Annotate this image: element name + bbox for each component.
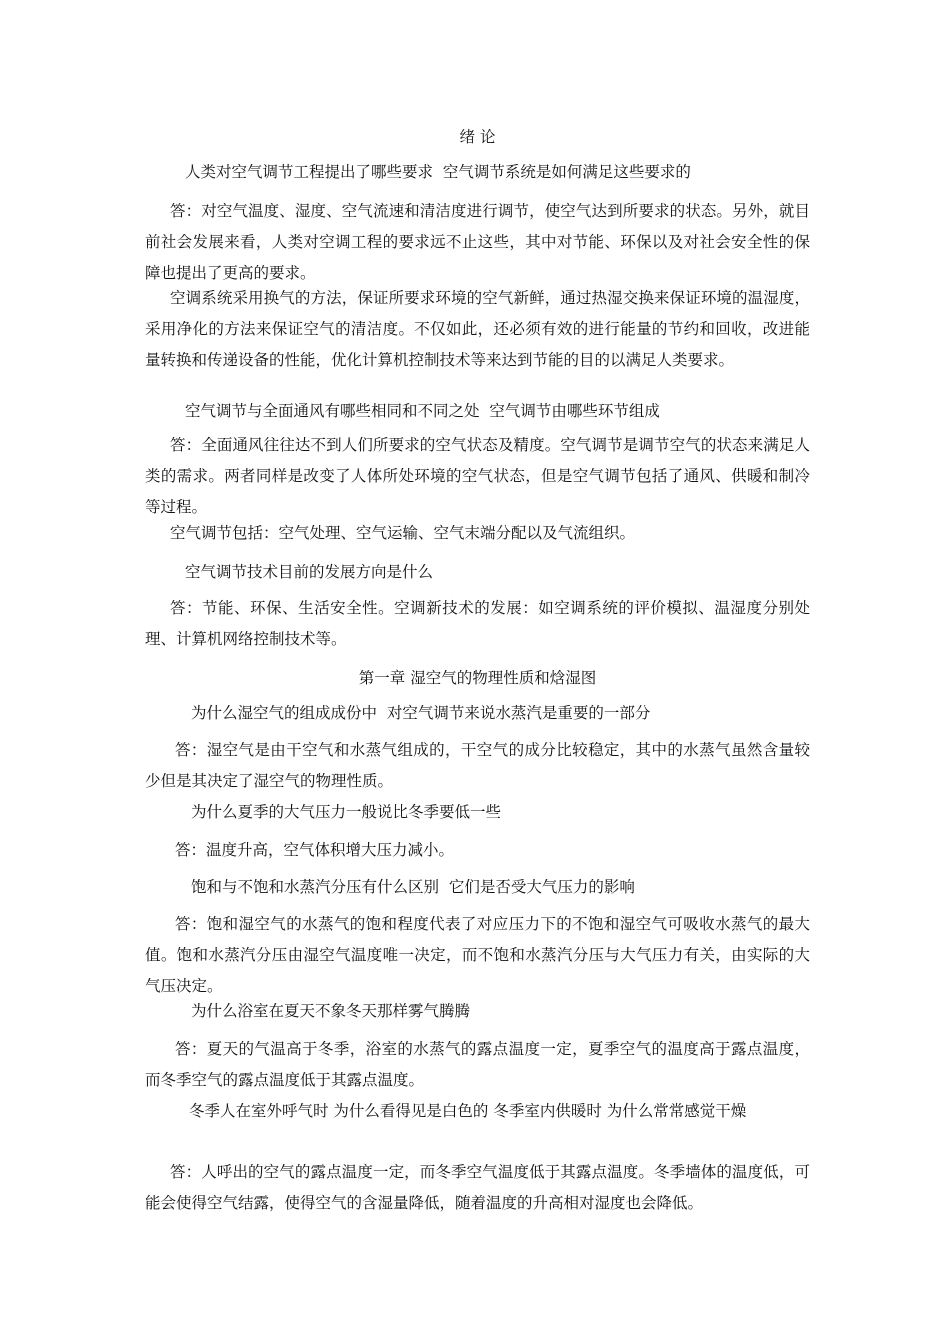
question-paragraph: 为什么湿空气的组成成份中 对空气调节来说水蒸汽是重要的一部分	[191, 704, 651, 722]
answer-paragraph: 答：夏天的气温高于冬季，浴室的水蒸气的露点温度一定，夏季空气的温度高于露点温度，而冬季空气的露点温度低于其露点温度。	[145, 1040, 810, 1089]
answer-paragraph: 答：人呼出的空气的露点温度一定，而冬季空气温度低于其露点温度。冬季墙体的温度低，可能会使得空气结露，使得空气的含湿量降低，随着温度的升高相对湿度也会降低。	[145, 1163, 810, 1212]
answer-paragraph: 答：温度升高，空气体积增大压力减小。	[175, 841, 455, 859]
question-paragraph: 饱和与不饱和水蒸汽分压有什么区别 它们是否受大气压力的影响	[191, 878, 635, 896]
page-title: 绪 论	[459, 128, 496, 146]
body-paragraph: 空气调节包括：空气处理、空气运输、空气末端分配以及气流组织。	[170, 524, 636, 542]
question-paragraph: 为什么浴室在夏天不象冬天那样雾气腾腾	[191, 1002, 471, 1020]
answer-paragraph: 答：节能、环保、生活安全性。空调新技术的发展：如空调系统的评价模拟、温湿度分别处理、计算机网络控制技术等。	[145, 599, 810, 648]
body-paragraph: 空调系统采用换气的方法，保证所要求环境的空气新鲜，通过热湿交换来保证环境的温湿度，采用净化的方法来保证空气的清洁度。不仅如此，还必须有效的进行能量的节约和回收，改进能量转换和传递设备的性能，优化计算机控制技术等来达到节能的目的以满足人类要求。	[145, 289, 810, 369]
answer-paragraph: 答：湿空气是由干空气和水蒸气组成的，干空气的成分比较稳定，其中的水蒸气虽然含量较少但是其决定了湿空气的物理性质。	[145, 741, 810, 790]
question-paragraph: 空气调节与全面通风有哪些相同和不同之处 空气调节由哪些环节组成	[185, 402, 660, 420]
chapter-heading: 第一章 湿空气的物理性质和焓湿图	[358, 669, 597, 687]
question-paragraph: 冬季人在室外呼气时 为什么看得见是白色的 冬季室内供暖时 为什么常常感觉干燥	[189, 1102, 747, 1120]
answer-paragraph: 答：对空气温度、湿度、空气流速和清洁度进行调节，使空气达到所要求的状态。另外，就目前社会发展来看，人类对空调工程的要求远不止这些，其中对节能、环保以及对社会安全性的保障也提出了更高的要求。	[145, 202, 810, 282]
answer-paragraph: 答：饱和湿空气的水蒸气的饱和程度代表了对应压力下的不饱和湿空气可吸收水蒸气的最大值。饱和水蒸汽分压由湿空气温度唯一决定，而不饱和水蒸汽分压与大气压力有关，由实际的大气压决定。	[145, 915, 810, 995]
answer-paragraph: 答：全面通风往往达不到人们所要求的空气状态及精度。空气调节是调节空气的状态来满足人类的需求。两者同样是改变了人体所处环境的空气状态，但是空气调节包括了通风、供暖和制冷等过程。	[145, 436, 810, 516]
question-paragraph: 空气调节技术目前的发展方向是什么	[185, 563, 434, 581]
question-paragraph: 人类对空气调节工程提出了哪些要求 空气调节系统是如何满足这些要求的	[185, 163, 691, 181]
question-paragraph: 为什么夏季的大气压力一般说比冬季要低一些	[191, 803, 502, 821]
